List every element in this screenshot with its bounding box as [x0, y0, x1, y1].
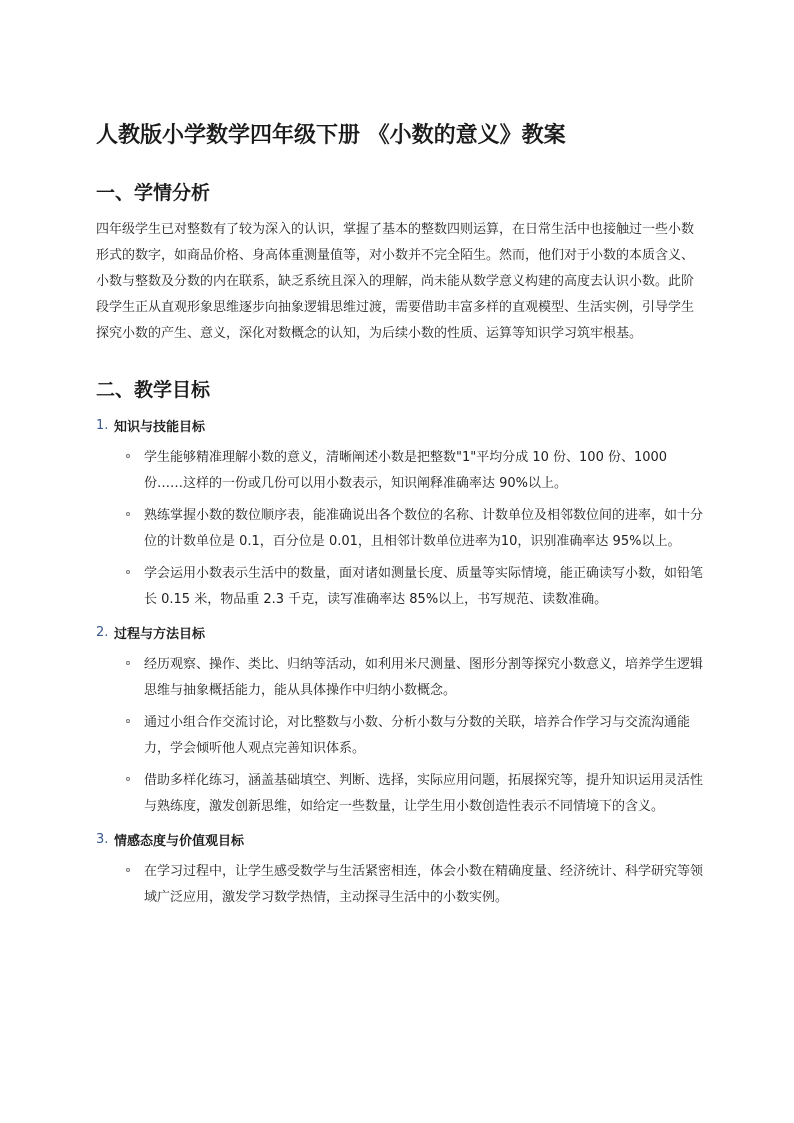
list-item [96, 445, 704, 497]
list-item-text: 经历观察、操作、类比、归纳等活动，如利用米尺测量、图形分割等探究小数意义，培养学生逻辑思维与抽象概括能力，能从具体操作中归纳小数概念。 [144, 657, 704, 698]
objective-item [96, 825, 704, 911]
list-item-text: 学生能够精准理解小数的意义，清晰阐述小数是把整数"1"平均分成 10 份、100 份、1000 份……这样的一份或几份可以用小数表示，知识阐释准确率达 90%以上。 [144, 450, 668, 491]
circle-bullet-icon [126, 454, 130, 458]
circle-bullet-icon [126, 719, 130, 723]
objective-points [96, 445, 704, 613]
list-item-text: 在学习过程中，让学生感受数学与生活紧密相连，体会小数在精确度量、经济统计、科学研究等领域广泛应用，激发学习数学热情，主动探寻生活中的小数实例。 [144, 864, 704, 905]
list-item [96, 561, 704, 613]
list-item [96, 652, 704, 704]
section-heading: 一、学情分析 [96, 182, 211, 204]
list-number: 3. [96, 831, 109, 847]
objective-title: 情感态度与价值观目标 [114, 833, 245, 849]
section-learner-analysis [96, 179, 704, 347]
objective-item [96, 618, 704, 820]
list-item [96, 503, 704, 555]
list-item [96, 768, 704, 820]
circle-bullet-icon [126, 570, 130, 574]
section-heading: 二、教学目标 [96, 379, 211, 401]
list-item-text: 熟练掌握小数的数位顺序表，能准确说出各个数位的名称、计数单位及相邻数位间的进率，如十分位的计数单位是 0.1，百分位是 0.01，且相邻计数单位进率为10，识别准确率达 95%以上。 [144, 508, 704, 549]
objective-title: 过程与方法目标 [114, 626, 206, 642]
list-number: 1. [96, 417, 109, 433]
list-item-text: 借助多样化练习，涵盖基础填空、判断、选择，实际应用问题，拓展探究等，提升知识运用灵活性与熟练度，激发创新思维，如给定一些数量，让学生用小数创造性表示不同情境下的含义。 [144, 773, 704, 814]
document-title: 人教版小学数学四年级下册 《小数的意义》教案 [96, 123, 566, 148]
list-number: 2. [96, 624, 109, 640]
circle-bullet-icon [126, 661, 130, 665]
objective-points [96, 859, 704, 911]
circle-bullet-icon [126, 868, 130, 872]
list-item-text: 通过小组合作交流讨论，对比整数与小数、分析小数与分数的关联，培养合作学习与交流沟通能力，学会倾听他人观点完善知识体系。 [144, 715, 691, 756]
objective-item [96, 411, 704, 613]
objective-header [96, 411, 704, 439]
objectives-list [96, 411, 704, 911]
list-item-text: 学会运用小数表示生活中的数量，面对诸如测量长度、质量等实际情境，能正确读写小数，如铅笔长 0.15 米，物品重 2.3 千克，读写准确率达 85%以上，书写规范、读数准确。 [144, 566, 704, 607]
list-item [96, 859, 704, 911]
section-paragraph: 四年级学生已对整数有了较为深入的认识，掌握了基本的整数四则运算，在日常生活中也接触过一些小数形式的数字，如商品价格、身高体重测量值等，对小数并不完全陌生。然而，他们对于小数的本质含义、小数与整数及分数的内在联系，缺乏系统且深入的理解，尚未能从数学意义构建的高度去认识小数。此阶段学生正从直观形象思维逐步向抽象逻辑思维过渡，需要借助丰富多样的直观模型、生活实例，引导学生探究小数的产生、意义，深化对数概念的认知，为后续小数的性质、运算等知识学习筑牢根基。 [96, 222, 695, 341]
objective-title: 知识与技能目标 [114, 419, 206, 435]
document-page [96, 120, 704, 916]
objective-header [96, 618, 704, 646]
circle-bullet-icon [126, 512, 130, 516]
objective-header [96, 825, 704, 853]
objective-points [96, 652, 704, 820]
list-item [96, 710, 704, 762]
circle-bullet-icon [126, 777, 130, 781]
section-teaching-objectives [96, 376, 704, 911]
